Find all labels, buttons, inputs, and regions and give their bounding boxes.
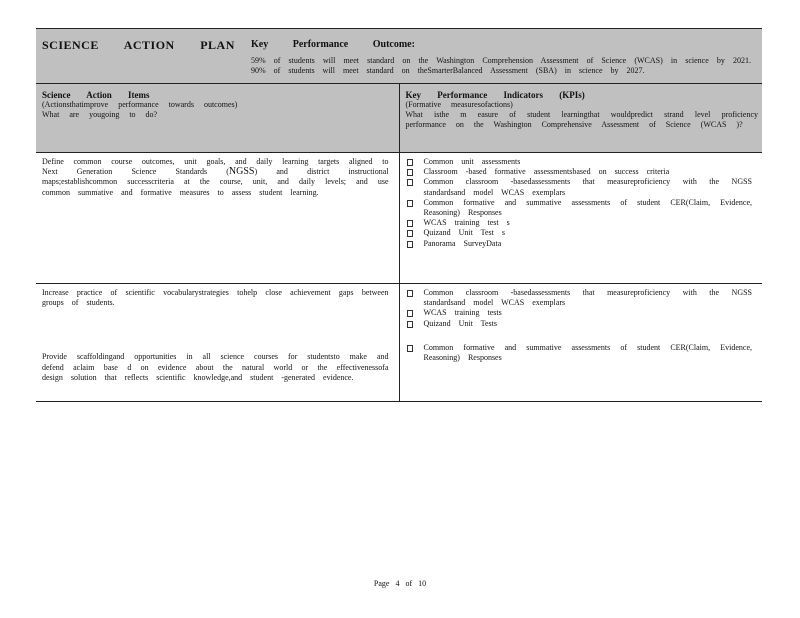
bullet-box-icon — [407, 310, 413, 317]
bullet-box-icon — [407, 169, 413, 176]
kpo-text: 59% of students will meet standard on the Washington Comprehension Assessment of Science (WCAS) in science by 2021. 90% of students will meet standard on theSmarterBalanced Assessment (SBA) in science by 2027. — [251, 56, 751, 75]
page-title: SCIENCE ACTION PLAN — [42, 38, 235, 52]
bullet-box-icon — [407, 345, 413, 352]
kpi-subheading: (Formative measuresofactions) — [405, 100, 513, 109]
list-item — [406, 157, 753, 167]
kpi-text: Common unit assessments — [423, 157, 521, 166]
action-text: Provide scaffoldingand opportunities in all science courses for studentsto make and defend aclaim base d on evidence about the natural world or the effectivenessofa design solution that reflects scientific knowledge,and student -generated evidence. — [42, 352, 389, 382]
kpi-heading: Key Performance Indicators (KPIs) — [405, 90, 585, 100]
kpi-text: Panorama SurveyData — [423, 238, 502, 248]
table-row — [36, 153, 762, 284]
action-plan-page — [36, 28, 762, 402]
kpo-label: Key Performance Outcome: — [251, 39, 415, 50]
list-item — [406, 218, 753, 228]
bullet-box-icon — [407, 220, 413, 227]
kpi-text: Common formative and summative assessments of student CER(Claim, Evidence, Reasoning) Responses — [423, 342, 752, 363]
bullet-box-icon — [407, 230, 413, 237]
list-item — [406, 228, 753, 238]
list-item — [406, 167, 753, 177]
actions-subheading: (Actionsthatimprove performance towards outcomes) — [42, 100, 238, 109]
kpi-text: Common classroom -basedassessments that measureproficiency with the NGSS standardsand model WCAS exemplars — [423, 288, 752, 308]
list-item — [406, 319, 753, 329]
kpi-question: What isthe m easure of student learningthat wouldpredict strand level proficiency performance on the Washington Comprehensive Assessment of Science (WCAS )? — [405, 110, 758, 129]
list-item — [406, 198, 753, 218]
action-cell — [36, 284, 399, 402]
kpi-text: Common classroom -basedassessments that measureproficiency with the NGSS standardsand model WCAS exemplars — [423, 177, 752, 197]
kpi-list — [406, 343, 753, 363]
actions-question: What are yougoing to do? — [42, 110, 158, 119]
bullet-box-icon — [407, 241, 413, 248]
action-text — [36, 153, 399, 198]
kpi-text: WCAS training test s — [423, 218, 510, 228]
kpi-cell — [399, 153, 762, 284]
kpi-column-header — [399, 84, 762, 153]
kpi-text: WCAS training tests — [423, 308, 502, 318]
bullet-box-icon — [407, 290, 413, 297]
list-item — [406, 177, 753, 197]
table-row — [36, 284, 762, 402]
list-item — [406, 308, 753, 318]
list-item — [406, 288, 753, 308]
kpi-text: Classroom -based formative assessmentsbased on success criteria — [423, 167, 670, 177]
action-plan-table — [36, 28, 762, 402]
list-item — [406, 239, 753, 249]
kpi-text: Common formative and summative assessments of student CER(Claim, Evidence, Reasoning) Responses — [423, 197, 752, 218]
bullet-box-icon — [407, 159, 413, 166]
kpi-cell — [399, 284, 762, 402]
action-text: Increase practice of scientific vocabularystrategies tohelp close achievement gaps between groups of students. — [42, 288, 389, 308]
kpi-list — [406, 288, 753, 329]
bullet-box-icon — [407, 179, 413, 186]
bullet-box-icon — [407, 321, 413, 328]
ngss-abbrev: NGSS — [228, 166, 255, 178]
bullet-box-icon — [407, 200, 413, 207]
list-item — [406, 343, 753, 363]
header-cell — [36, 29, 762, 83]
header-row — [36, 29, 762, 84]
kpi-text: Quizand Unit Test s — [423, 228, 506, 238]
column-header-row — [36, 84, 762, 153]
action-text-part: Define common course outcomes, unit goals, and daily learning targets aligned to Next Generation Science Standards ( — [42, 157, 389, 177]
actions-column-header — [36, 84, 399, 153]
action-text-part: ) and district instructional maps;establishcommon successcriteria at the course, unit, and daily levels; and use common summative and formative measures to assess student learning. — [42, 167, 389, 197]
action-cell — [36, 153, 399, 284]
kpi-text: Quizand Unit Tests — [423, 318, 498, 328]
actions-heading: Science Action Items — [42, 90, 150, 100]
kpi-list — [406, 157, 753, 249]
page-number: Page 4 of 10 — [373, 579, 427, 588]
